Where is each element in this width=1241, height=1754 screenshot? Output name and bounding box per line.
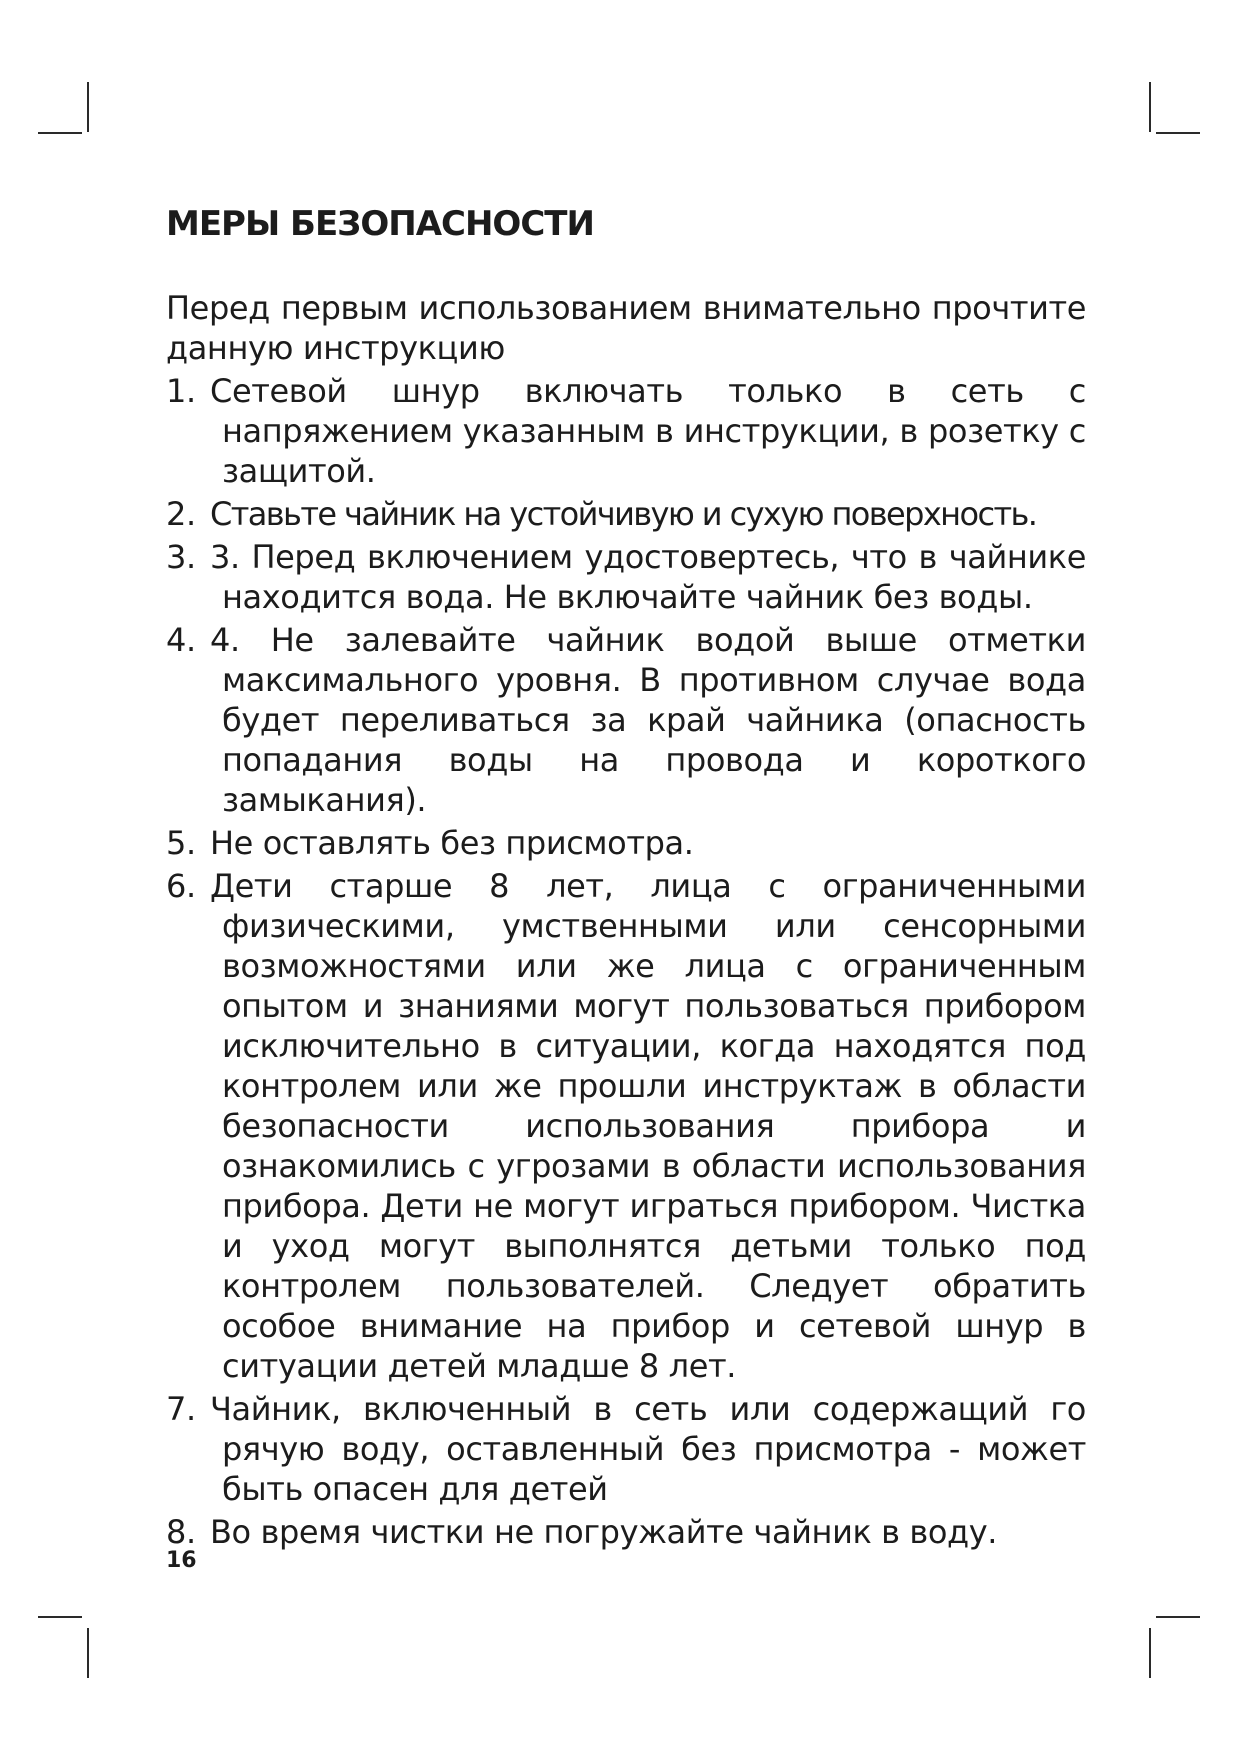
list-item-text: 3. Перед включением удостовертесь, что в чайнике находится вода. Не включайте чайник без воды. (210, 538, 1086, 616)
list-item-text: Во время чистки не погружайте чайник в воду. (210, 1513, 998, 1551)
crop-mark-top-right-horizontal (1156, 132, 1200, 134)
crop-mark-bottom-left-horizontal (38, 1616, 82, 1618)
list-item-text: 4. Не залевайте чайник водой выше отметки максимального уровня. В противном случае вода будет переливаться за край чайника (опасность попадания воды на провода и короткого замыкания). (210, 621, 1086, 819)
list-item-number: 3. (166, 538, 196, 576)
list-item-text: Чайник, включенный в сеть или содержащий го рячую воду, оставленный без присмотра - может быть опасен для детей (210, 1390, 1086, 1508)
list-item-number: 6. (166, 867, 196, 905)
list-item-number: 5. (166, 824, 196, 862)
page-number: 16 (166, 1548, 197, 1573)
list-item (166, 1389, 1086, 1509)
list-item (166, 866, 1086, 1386)
list-item (166, 537, 1086, 617)
list-item-number: 2. (166, 495, 196, 533)
list-item (166, 494, 1086, 534)
list-item (166, 371, 1086, 491)
list-item-text: Ставьте чайник на устойчивую и сухую поверхность. (210, 495, 1037, 533)
main-content (166, 200, 1086, 1552)
list-item (166, 823, 1086, 863)
list-item-text: Дети старше 8 лет, лица с ограниченными физическими, умственными или сенсорными возможностями или же лица с ограниченным опытом и знаниями могут пользоваться прибором исключительно в ситуации, когда находятся под контролем или же прошли инструктаж в области безопасности использования прибора и ознакомились с угрозами в области использования прибора. Дети не могут играться прибором. Чистка и уход могут выполнятся детьми только под контролем пользователей. Следует обратить особое внимание на прибор и сетевой шнур в ситуации детей младше 8 лет. (210, 867, 1086, 1385)
list-item (166, 620, 1086, 820)
page-title: МЕРЫ БЕЗОПАСНОСТИ (166, 204, 594, 244)
crop-mark-top-right-vertical (1149, 82, 1151, 132)
crop-mark-top-left-horizontal (38, 132, 82, 134)
safety-list (166, 371, 1086, 1552)
list-item-number: 8. (166, 1513, 196, 1551)
list-item-number: 1. (166, 372, 196, 410)
list-item-text: Сетевой шнур включать только в сеть с напряжением указанным в инструкции, в розетку с защитой. (210, 372, 1086, 490)
list-item-text: Не оставлять без присмотра. (210, 824, 694, 862)
crop-mark-top-left-vertical (87, 82, 89, 132)
list-item (166, 1512, 1086, 1552)
list-item-number: 7. (166, 1390, 196, 1428)
crop-mark-bottom-right-vertical (1149, 1628, 1151, 1678)
crop-mark-bottom-left-vertical (87, 1628, 89, 1678)
list-item-number: 4. (166, 621, 196, 659)
intro-paragraph: Перед первым использованием внимательно прочтите данную инструкцию (166, 289, 1086, 367)
crop-mark-bottom-right-horizontal (1156, 1616, 1200, 1618)
